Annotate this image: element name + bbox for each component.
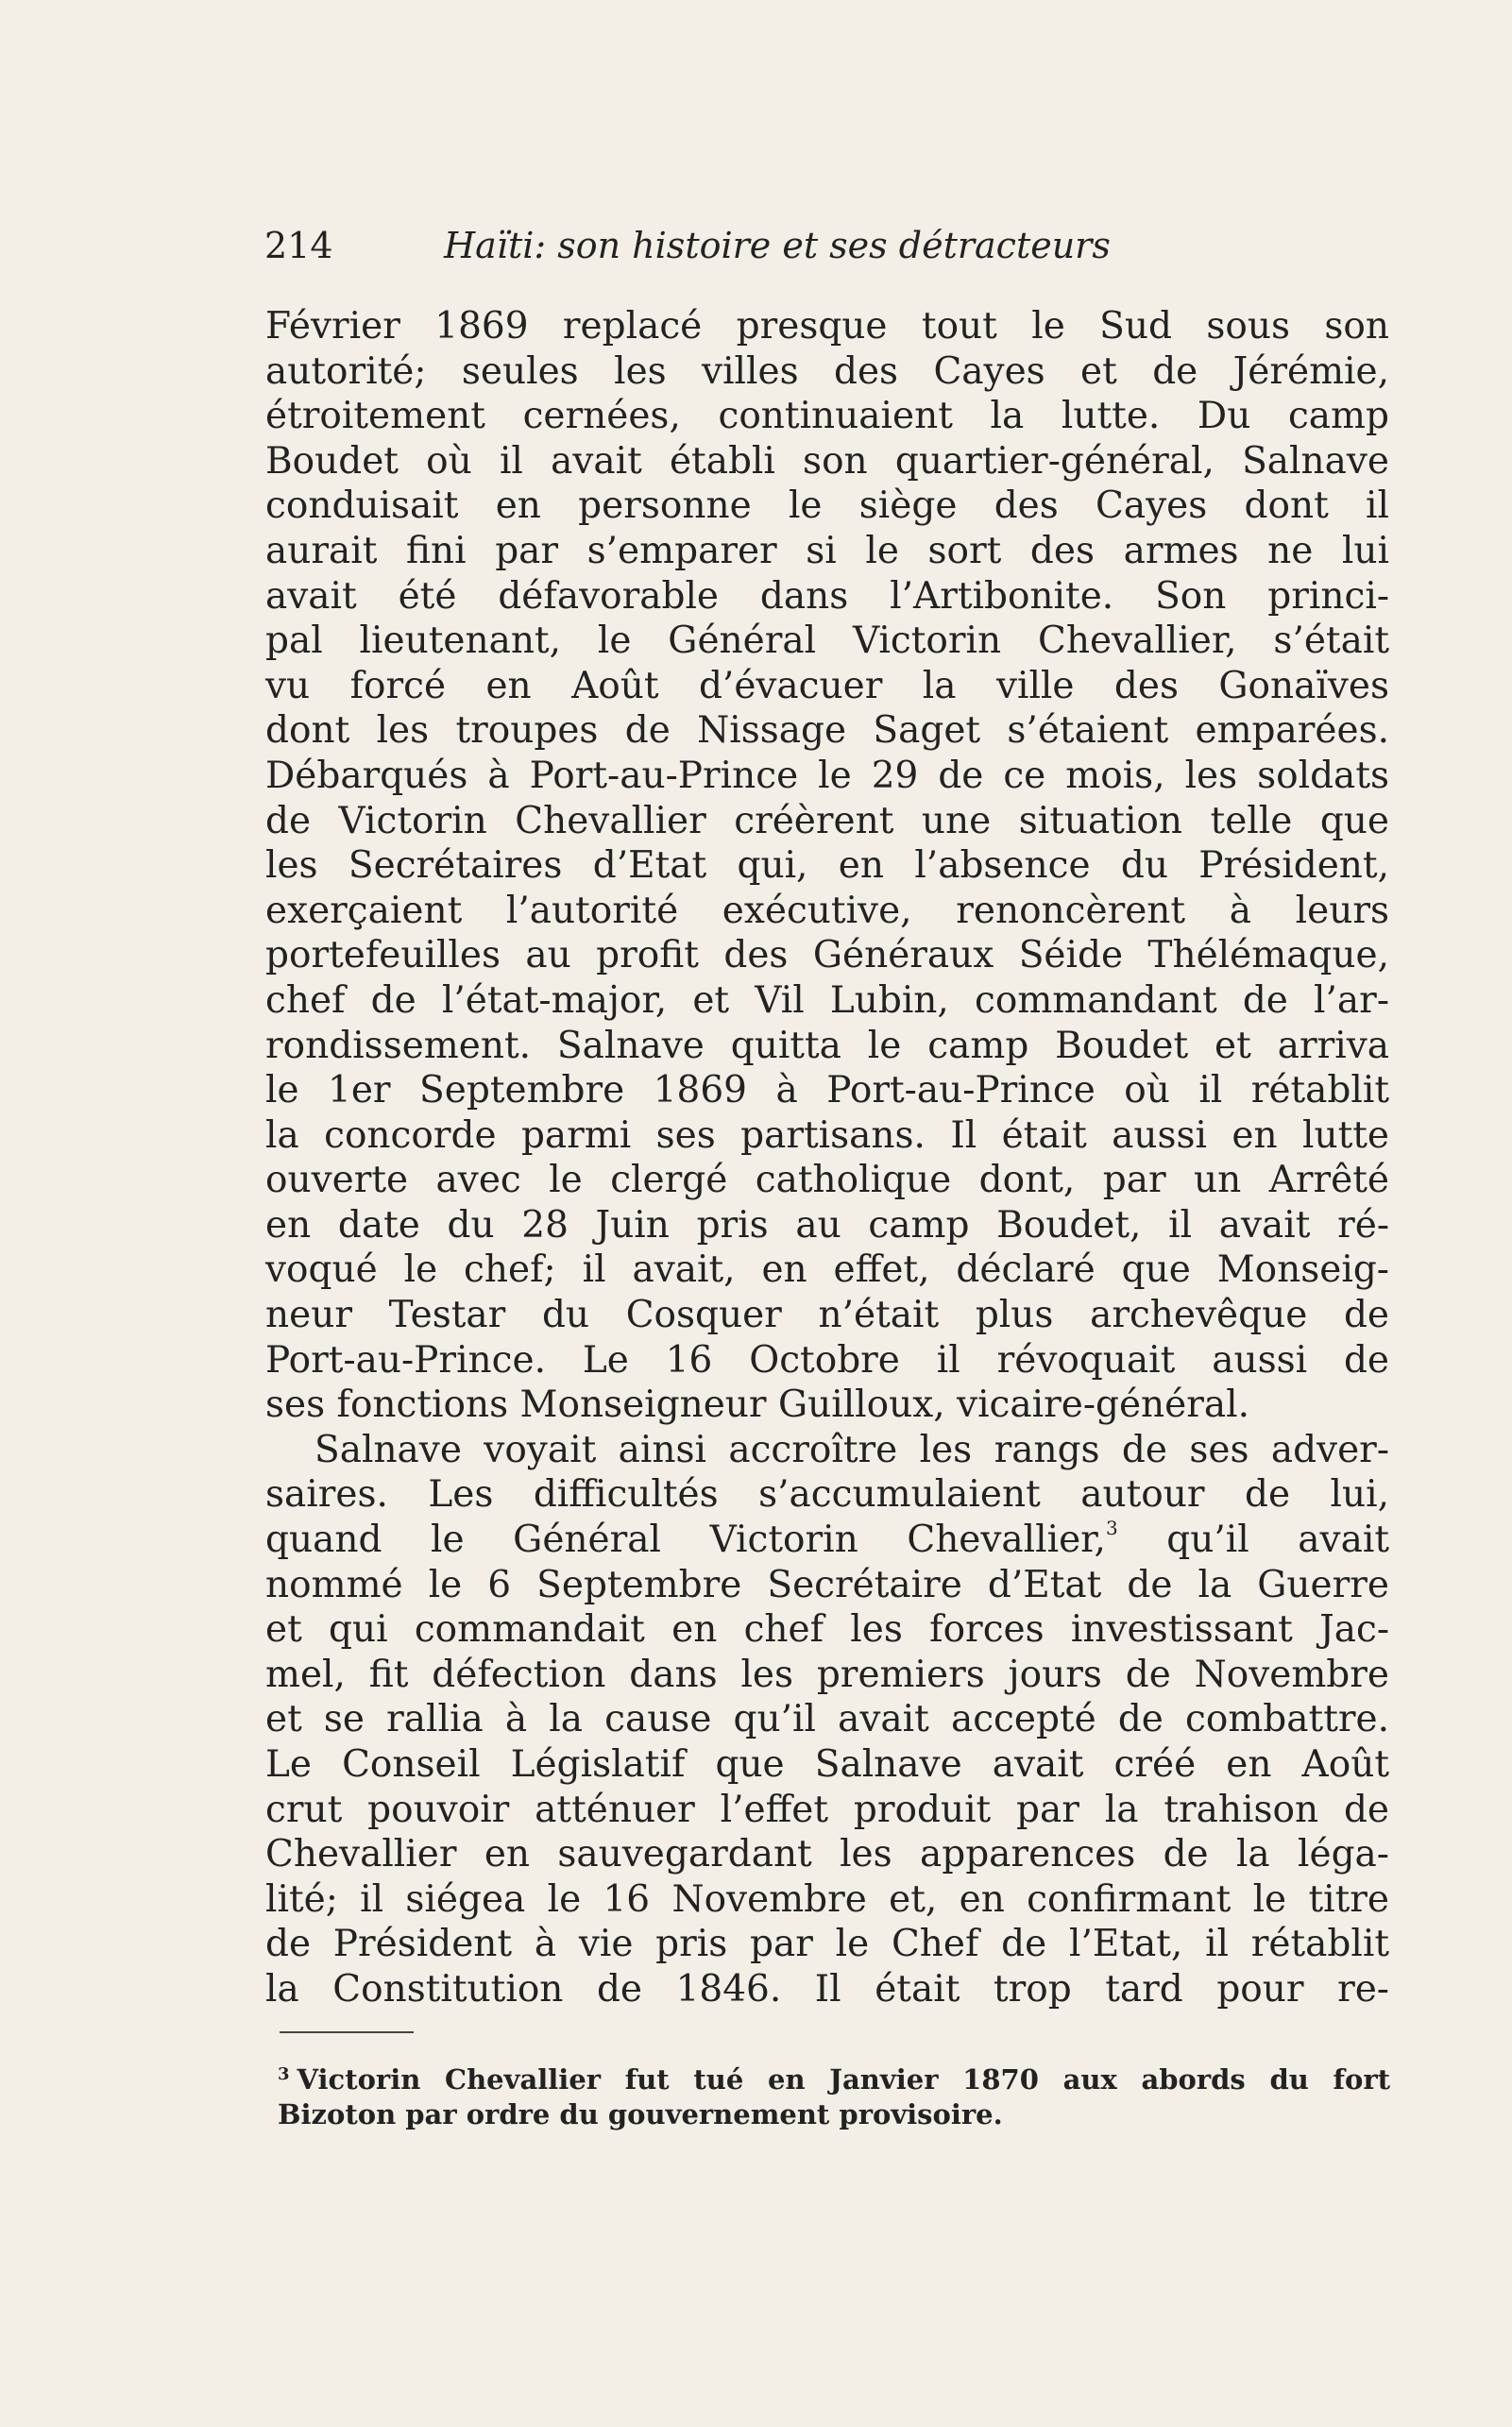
text-line: lité; il siégea le 16 Novembre et, en confirmant le titre — [265, 1877, 1389, 1921]
text-line: Chevallier en sauvegardant les apparences de la léga- — [265, 1833, 1389, 1876]
text-line: de Victorin Chevallier créèrent une situation telle que — [265, 799, 1389, 842]
text-line: et qui commandait en chef les forces investissant Jac- — [265, 1608, 1389, 1652]
text-line: chef de l’état-major, et Vil Lubin, commandant de l’ar- — [265, 978, 1389, 1022]
text-line: saires. Les difficultés s’accumulaient autour de lui, — [265, 1473, 1389, 1517]
text-line: Le Conseil Législatif que Salnave avait créé en Août — [265, 1743, 1389, 1786]
text-segment: quand le Général Victorin Chevallier, — [265, 1519, 1106, 1562]
footnote-text: Victorin Chevallier fut tué en Janvier 1870 aux abords du fort — [297, 2063, 1390, 2096]
footnote-line — [278, 2055, 1390, 2095]
text-line: ouverte avec le clergé catholique dont, par un Arrêté — [265, 1159, 1389, 1202]
text-line: et se rallia à la cause qu’il avait accepté de combattre. — [265, 1698, 1389, 1741]
text-line: Février 1869 replacé presque tout le Sud sous son — [265, 305, 1389, 348]
footnote — [278, 2055, 1390, 2134]
text-line: étroitement cernées, continuaient la lutte. Du camp — [265, 395, 1389, 438]
text-line: Débarqués à Port-au-Prince le 29 de ce mois, les soldats — [265, 754, 1389, 797]
text-line: de Président à vie pris par le Chef de l’Etat, il rétablit — [265, 1923, 1389, 1966]
footnote-reference-line — [265, 1518, 1389, 1563]
text-line: ses fonctions Monseigneur Guilloux, vicaire-général. — [265, 1383, 1250, 1427]
text-line: la concorde parmi ses partisans. Il était aussi en lutte — [265, 1113, 1389, 1157]
text-line: mel, fit défection dans les premiers jours de Novembre — [265, 1653, 1389, 1696]
text-line: exerçaient l’autorité exécutive, renoncèrent à leurs — [265, 889, 1389, 932]
running-title: Haïti: son histoire et ses détracteurs — [444, 225, 1111, 266]
text-line: portefeuilles au profit des Généraux Séide Thélémaque, — [265, 934, 1389, 977]
text-line: autorité; seules les villes des Cayes et de Jérémie, — [265, 349, 1389, 393]
footnote-line: Bizoton par ordre du gouvernement provisoire. — [278, 2098, 1003, 2130]
text-line: voqué le chef; il avait, en effet, déclaré que Monseig- — [265, 1248, 1389, 1292]
text-line: neur Testar du Cosquer n’était plus archevêque de — [265, 1294, 1389, 1337]
text-line: rondissement. Salnave quitta le camp Boudet et arriva — [265, 1024, 1389, 1067]
text-line: vu forcé en Août d’évacuer la ville des Gonaïves — [265, 664, 1389, 707]
text-line: crut pouvoir atténuer l’effet produit par la trahison de — [265, 1788, 1389, 1831]
footnote-marker: 3 — [278, 2064, 290, 2084]
text-line: les Secrétaires d’Etat qui, en l’absence du Président, — [265, 844, 1389, 888]
text-line: conduisait en personne le siège des Cayes dont il — [265, 484, 1389, 528]
text-line: pal lieutenant, le Général Victorin Chevallier, s’était — [265, 619, 1389, 663]
text-line: en date du 28 Juin pris au camp Boudet, il avait ré- — [265, 1203, 1389, 1247]
text-line: la Constitution de 1846. Il était trop tard pour re- — [265, 1967, 1389, 2011]
text-segment: qu’il avait — [1166, 1519, 1389, 1562]
running-head — [264, 223, 1228, 268]
body-text — [265, 304, 1389, 2012]
footnote-rule — [280, 2031, 414, 2033]
text-line: aurait fini par s’emparer si le sort des armes ne lui — [265, 529, 1389, 572]
text-line: le 1er Septembre 1869 à Port-au-Prince où il rétablit — [265, 1069, 1389, 1112]
text-line: Boudet où il avait établi son quartier-général, Salnave — [265, 439, 1389, 483]
page-number: 214 — [264, 225, 333, 266]
footnote-reference: 3 — [1105, 1517, 1118, 1540]
text-line: dont les troupes de Nissage Saget s’étaient emparées. — [265, 709, 1389, 753]
text-line: avait été défavorable dans l’Artibonite. Son princi- — [265, 574, 1389, 618]
text-line: Salnave voyait ainsi accroître les rangs de ses adver- — [314, 1428, 1389, 1471]
text-line: nommé le 6 Septembre Secrétaire d’Etat de la Guerre — [265, 1563, 1389, 1606]
text-line: Port-au-Prince. Le 16 Octobre il révoquait aussi de — [265, 1338, 1389, 1382]
